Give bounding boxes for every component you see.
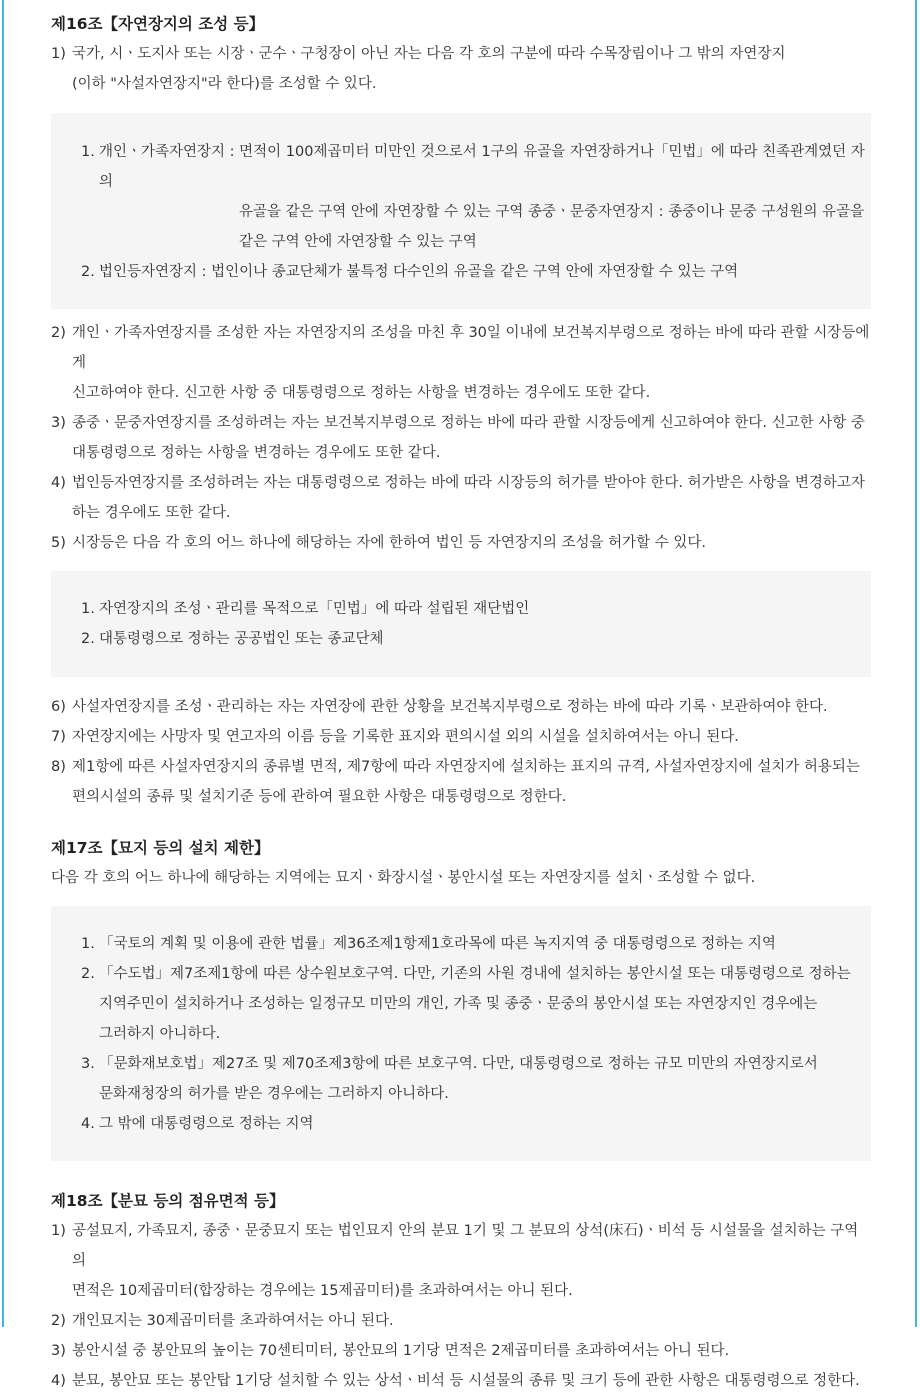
- article-18-para-3: 3) 봉안시설 중 봉안묘의 높이는 70센티미터, 봉안묘의 1기당 면적은 2제곱미터를 초과하여서는 아니 된다.: [51, 1343, 730, 1359]
- article-18: [51, 1186, 871, 1396]
- article-16-list-box-1: [51, 113, 871, 309]
- article-18-para-4: 4) 분묘, 봉안묘 또는 봉안탑 1기당 설치할 수 있는 상석ㆍ비석 등 시설물의 종류 및 크기 등에 관한 사항은 대통령령으로 정한다.: [51, 1373, 860, 1389]
- article-17-intro: 다음 각 호의 어느 하나에 해당하는 지역에는 묘지ㆍ화장시설ㆍ봉안시설 또는 자연장지를 설치ㆍ조성할 수 없다.: [51, 870, 756, 886]
- list-item: 1. 「국토의 계획 및 이용에 관한 법률」제36조제1항제1호라목에 따른 녹지지역 중 대통령령으로 정하는 지역: [81, 936, 776, 952]
- right-border: [915, 0, 917, 1327]
- article-17-title: 제17조【묘지 등의 설치 제한】: [51, 839, 270, 857]
- article-18-para-2: 2) 개인묘지는 30제곱미터를 초과하여서는 아니 된다.: [51, 1313, 394, 1329]
- article-17: [51, 833, 871, 1161]
- list-item: 1. 개인ㆍ가족자연장지 : 면적이 100제곱미터 미만인 것으로서 1구의 유골을 자연장하거나「민법」에 따라 친족관계였던 자의 유골을 같은 구역 안에 자연장할 수 있는 구역 종중ㆍ문중자연장지 : 종중이나 문중 구성원의 유골을 같은 구역 안에 자연장할 수 있는 구역: [81, 144, 865, 250]
- article-16-para-5: 5) 시장등은 다음 각 호의 어느 하나에 해당하는 자에 한하여 법인 등 자연장지의 조성을 허가할 수 있다.: [51, 535, 707, 551]
- left-border: [2, 0, 4, 1327]
- list-item: 3. 「문화재보호법」제27조 및 제70조제3항에 따른 보호구역. 다만, 대통령령으로 정하는 규모 미만의 자연장지로서 문화재청장의 허가를 받은 경우에는 그러하지 아니하다.: [81, 1056, 818, 1102]
- article-16-para-3: 3) 종중ㆍ문중자연장지를 조성하려는 자는 보건복지부령으로 정하는 바에 따라 관할 시장등에게 신고하여야 한다. 신고한 사항 중 대통령령으로 정하는 사항을 변경하는 경우에도 또한 같다.: [51, 415, 865, 461]
- article-18-title: 제18조【분묘 등의 점유면적 등】: [51, 1192, 285, 1210]
- article-16-list-box-2: [51, 571, 871, 677]
- article-16-title: 제16조【자연장지의 조성 등】: [51, 15, 265, 33]
- list-item: 2. 「수도법」제7조제1항에 따른 상수원보호구역. 다만, 기존의 사원 경내에 설치하는 봉안시설 또는 대통령령으로 정하는 지역주민이 설치하거나 조성하는 일정규모 미만의 개인, 가족 및 종중ㆍ문중의 봉안시설 또는 자연장지인 경우에는 그러하지 아니하다.: [81, 966, 851, 1042]
- article-16-para-8: 8) 제1항에 따른 사설자연장지의 종류별 면적, 제7항에 따라 자연장지에 설치하는 표지의 규격, 사설자연장지에 설치가 허용되는 편의시설의 종류 및 설치기준 등에 관하여 필요한 사항은 대통령령으로 정한다.: [51, 759, 860, 805]
- document-body: [51, 0, 871, 1396]
- article-16-para-1: 1) 국가, 시ㆍ도지사 또는 시장ㆍ군수ㆍ구청장이 아닌 자는 다음 각 호의 구분에 따라 수목장림이나 그 밖의 자연장지 (이하 "사설자연장지"라 한다)를 조성할 수 있다.: [51, 46, 786, 92]
- article-16-para-2: 2) 개인ㆍ가족자연장지를 조성한 자는 자연장지의 조성을 마친 후 30일 이내에 보건복지부령으로 정하는 바에 따라 관할 시장등에게 신고하여야 한다. 신고한 사항 중 대통령령으로 정하는 사항을 변경하는 경우에도 또한 같다.: [51, 325, 870, 401]
- article-16-para-7: 7) 자연장지에는 사망자 및 연고자의 이름 등을 기록한 표지와 편의시설 외의 시설을 설치하여서는 아니 된다.: [51, 729, 739, 745]
- list-item: 1. 자연장지의 조성ㆍ관리를 목적으로「민법」에 따라 설립된 재단법인: [81, 601, 530, 617]
- article-17-list-box: [51, 906, 871, 1161]
- article-16-para-4: 4) 법인등자연장지를 조성하려는 자는 대통령령으로 정하는 바에 따라 시장등의 허가를 받아야 한다. 허가받은 사항을 변경하고자 하는 경우에도 또한 같다.: [51, 475, 865, 521]
- article-18-para-1: 1) 공설묘지, 가족묘지, 종중ㆍ문중묘지 또는 법인묘지 안의 분묘 1기 및 그 분묘의 상석(床石)ㆍ비석 등 시설물을 설치하는 구역의 면적은 10제곱미터(합장하는 경우에는 15제곱미터)를 초과하여서는 아니 된다.: [51, 1223, 859, 1299]
- list-item: 2. 대통령령으로 정하는 공공법인 또는 종교단체: [81, 631, 384, 647]
- list-item: 2. 법인등자연장지 : 법인이나 종교단체가 불특정 다수인의 유골을 같은 구역 안에 자연장할 수 있는 구역: [81, 264, 739, 280]
- article-16-para-6: 6) 사설자연장지를 조성ㆍ관리하는 자는 자연장에 관한 상황을 보건복지부령으로 정하는 바에 따라 기록ㆍ보관하여야 한다.: [51, 699, 828, 715]
- article-16: [51, 0, 871, 812]
- list-item: 4. 그 밖에 대통령령으로 정하는 지역: [81, 1116, 314, 1132]
